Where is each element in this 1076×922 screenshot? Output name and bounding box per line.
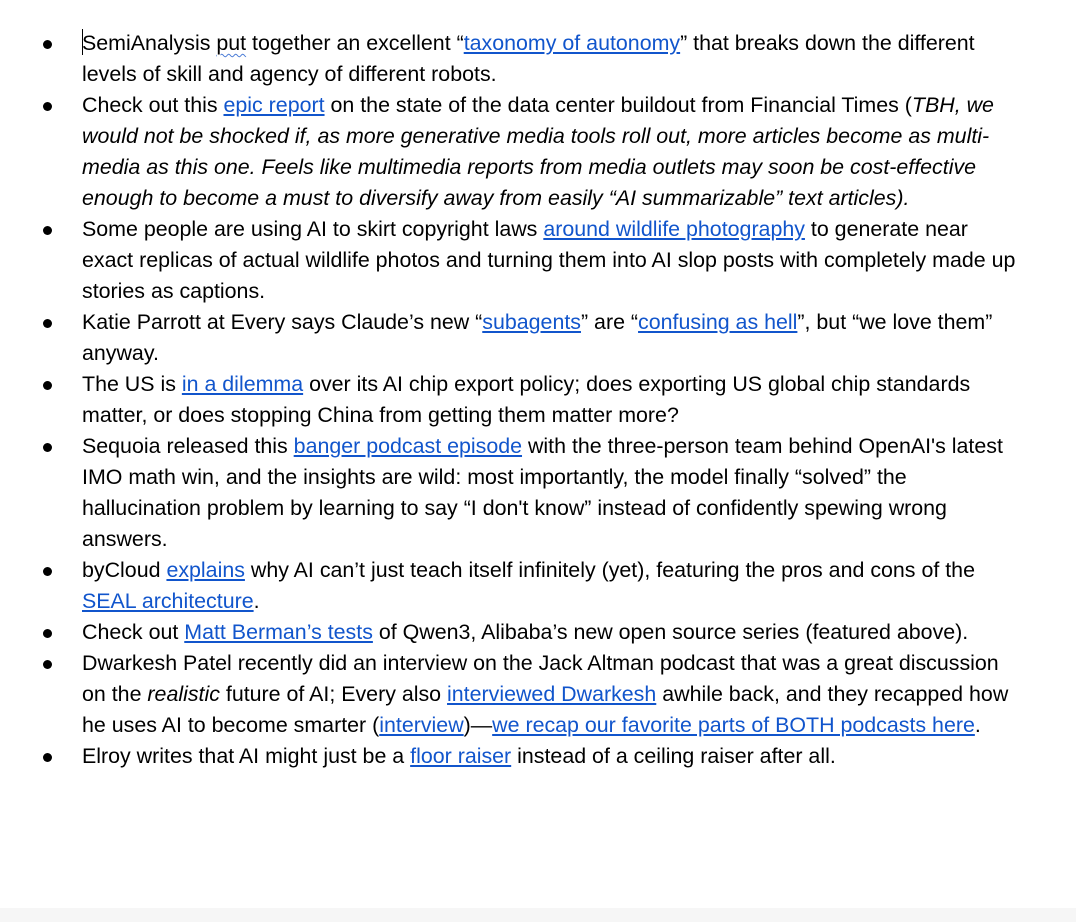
list-item bbox=[0, 741, 1076, 772]
item-text: future of AI; Every also bbox=[219, 682, 448, 706]
bullet-dot bbox=[43, 629, 52, 638]
item-text: . bbox=[974, 713, 981, 737]
document-body[interactable] bbox=[0, 28, 1076, 772]
item-text: instead of a ceiling raiser after all. bbox=[511, 744, 836, 768]
link-recap-both-podcasts[interactable]: we recap our favorite parts of BOTH podcasts here bbox=[492, 713, 975, 737]
bullet-dot bbox=[43, 319, 52, 328]
bullet-dot bbox=[43, 381, 52, 390]
list-item bbox=[0, 431, 1076, 555]
link-matt-bermans-tests[interactable]: Matt Berman’s tests bbox=[184, 620, 373, 644]
list-item bbox=[0, 307, 1076, 369]
item-text: of Qwen3, Alibaba’s new open source series (featured above). bbox=[372, 620, 969, 644]
link-confusing-as-hell[interactable]: confusing as hell bbox=[638, 310, 798, 334]
item-text: ” that breaks down the different levels of skill and agency of different robots. bbox=[82, 31, 975, 86]
link-subagents[interactable]: subagents bbox=[482, 310, 581, 334]
item-text: together an excellent “ bbox=[246, 31, 464, 55]
item-text: ” are “ bbox=[580, 310, 639, 334]
item-text: on the state of the data center buildout from Financial Times ( bbox=[324, 93, 912, 117]
bullet-dot bbox=[43, 567, 52, 576]
item-text: ”, but “we love them” anyway. bbox=[82, 310, 993, 365]
item-text: over its AI chip export policy; does exporting US global chip standards matter, or does stopping China from getting them matter more? bbox=[82, 372, 971, 427]
item-text: Elroy writes that AI might just be a bbox=[82, 744, 411, 768]
list-item bbox=[0, 214, 1076, 307]
link-interviewed-dwarkesh[interactable]: interviewed Dwarkesh bbox=[447, 682, 657, 706]
item-text: Katie Parrott at Every says Claude’s new “ bbox=[82, 310, 483, 334]
link-epic-report[interactable]: epic report bbox=[223, 93, 325, 117]
item-text: with the three-person team behind OpenAI's latest IMO math win, and the insights are wild: most importantly, the model finally “solved” the hallucination problem by learning to say “I don't know” instead of confidently spewing wrong answers. bbox=[82, 434, 1003, 551]
page-bottom-edge bbox=[0, 908, 1076, 922]
item-text: Check out bbox=[82, 620, 185, 644]
bullet-dot bbox=[43, 40, 52, 49]
item-text: Check out this bbox=[82, 93, 224, 117]
bullet-dot bbox=[43, 660, 52, 669]
link-in-a-dilemma[interactable]: in a dilemma bbox=[181, 372, 304, 396]
item-text: Dwarkesh Patel recently did an interview on the Jack Altman podcast that was a great discussion on the bbox=[82, 651, 999, 706]
list-item bbox=[0, 369, 1076, 431]
bullet-dot bbox=[43, 102, 52, 111]
item-text: . bbox=[253, 589, 260, 613]
list-item bbox=[0, 28, 1076, 90]
bullet-dot bbox=[43, 226, 52, 235]
link-wildlife-photography[interactable]: around wildlife photography bbox=[543, 217, 805, 241]
link-interview[interactable]: interview bbox=[379, 713, 464, 737]
item-text: to generate near exact replicas of actual wildlife photos and turning them into AI slop posts with completely made up stories as captions. bbox=[82, 217, 1016, 303]
item-text: Sequoia released this bbox=[82, 434, 294, 458]
item-text: SemiAnalysis bbox=[82, 31, 217, 55]
item-text: awhile back, and they recapped how he uses AI to become smarter ( bbox=[82, 682, 1009, 737]
item-text: why AI can’t just teach itself infinitely (yet), featuring the pros and cons of the bbox=[244, 558, 975, 582]
list-item bbox=[0, 555, 1076, 617]
link-banger-podcast-episode[interactable]: banger podcast episode bbox=[293, 434, 523, 458]
item-text: The US is bbox=[82, 372, 182, 396]
item-text: Some people are using AI to skirt copyright laws bbox=[82, 217, 544, 241]
item-text: byCloud bbox=[82, 558, 167, 582]
item-italic-text: realistic bbox=[147, 682, 220, 706]
bullet-dot bbox=[43, 753, 52, 762]
bullet-dot bbox=[43, 443, 52, 452]
link-floor-raiser[interactable]: floor raiser bbox=[410, 744, 512, 768]
list-item bbox=[0, 90, 1076, 214]
list-item bbox=[0, 648, 1076, 741]
link-taxonomy-of-autonomy[interactable]: taxonomy of autonomy bbox=[463, 31, 681, 55]
bullet-list bbox=[0, 28, 1076, 772]
item-text: )— bbox=[463, 713, 493, 737]
link-seal-architecture[interactable]: SEAL architecture bbox=[82, 589, 254, 613]
spellcheck-word[interactable]: put bbox=[216, 31, 247, 55]
list-item bbox=[0, 617, 1076, 648]
link-explains[interactable]: explains bbox=[166, 558, 245, 582]
item-italic-text: TBH, we would not be shocked if, as more generative media tools roll out, more articles become as multi-media as this one. Feels like multimedia reports from media outlets may soon be cost-effective enough to become a must to diversify away from easily “AI summarizable” text articles). bbox=[82, 93, 994, 210]
